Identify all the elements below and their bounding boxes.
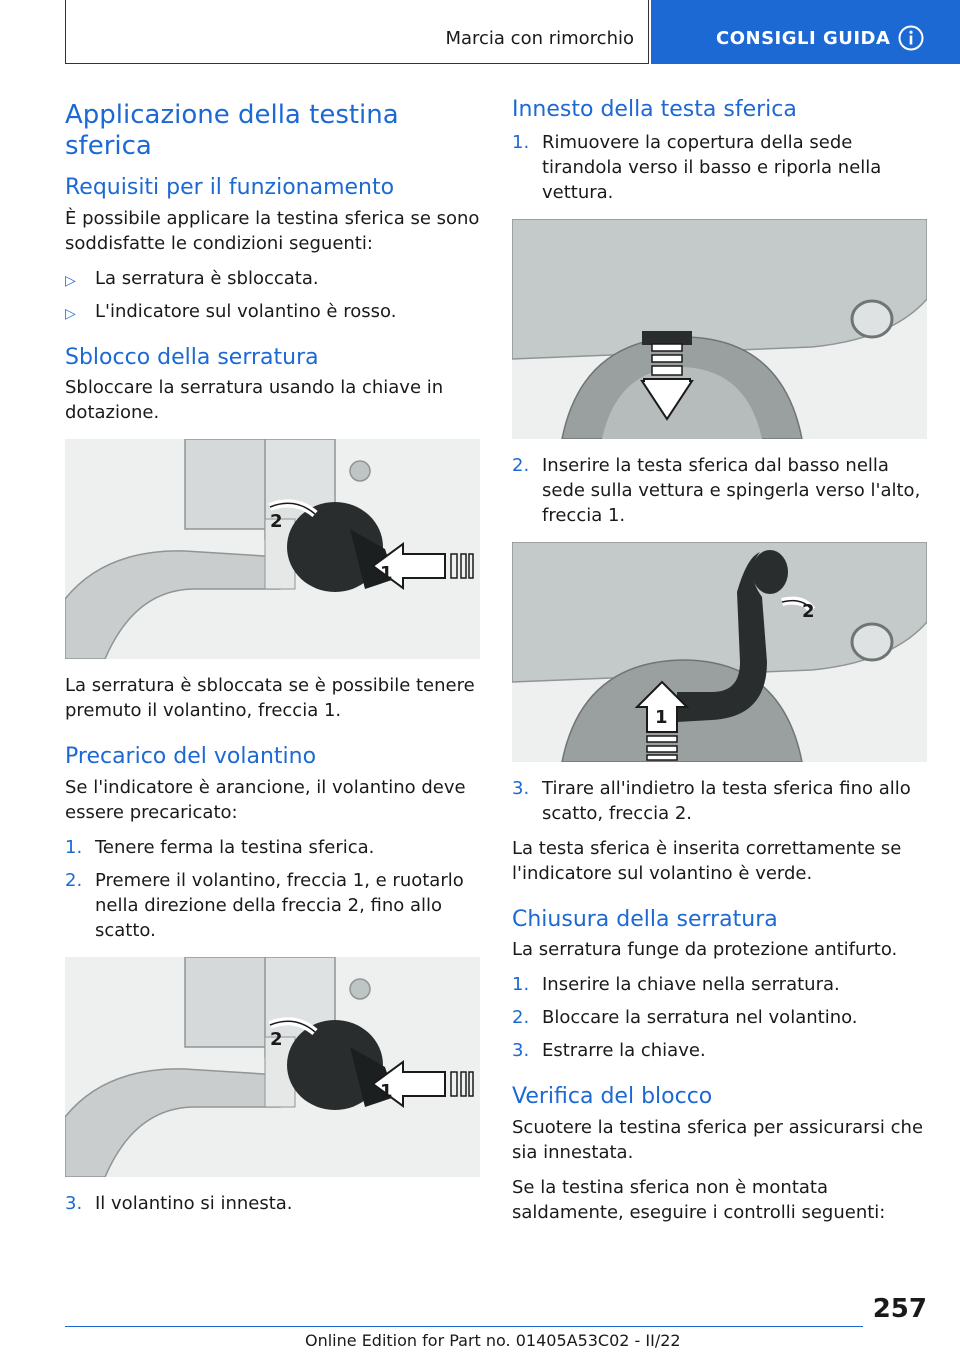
- arrow-1-label: 1: [380, 1080, 393, 1102]
- preload-heading: Precarico del volantino: [65, 744, 317, 770]
- unlock-caption: La serratura è sbloccata se è possibile tenere premuto il volantino, freccia 1.: [65, 675, 475, 722]
- info-icon: [898, 25, 924, 51]
- unlock-heading: Sblocco della serratura: [65, 344, 319, 370]
- arrow-2-label: 2: [270, 511, 283, 533]
- volantino-preload-illustration: [65, 957, 480, 1177]
- footer-divider: [65, 1326, 863, 1327]
- edition-info: Online Edition for Part no. 01405A53C02 - II/22: [305, 1331, 681, 1350]
- insert-step-2: [512, 453, 927, 528]
- list-item: 3. Estrarre la chiave.: [512, 1040, 706, 1061]
- bullet-triangle-icon: ▷: [65, 305, 76, 322]
- check-text-1: Scuotere la testina sferica per assicurarsi che sia innestata.: [512, 1116, 924, 1163]
- right-column: [512, 96, 927, 1235]
- insert-step-3: [512, 776, 927, 826]
- ball-head-insertion-illustration: [512, 542, 927, 762]
- list-item: 2. Premere il volantino, freccia 1, e ruotarlo nella direzione della freccia 2, fino allo scatto.: [65, 869, 464, 941]
- lock-text: La serratura funge da protezione antifurto.: [512, 939, 898, 960]
- arrow-2-label: 2: [270, 1028, 283, 1050]
- list-item: 1. Rimuovere la copertura della sede tirandola verso il basso e riporla nella vettura.: [512, 131, 882, 203]
- requirements-heading: Requisiti per il funzionamento: [65, 175, 395, 201]
- lock-heading: Chiusura della serratura: [512, 906, 778, 932]
- requirements-list: [65, 266, 480, 324]
- preload-text: Se l'indicatore è arancione, il volantino deve essere precaricato:: [65, 776, 466, 823]
- arrow-2-label: 2: [802, 600, 815, 622]
- list-item: 3. Il volantino si innesta.: [65, 1192, 293, 1214]
- preload-step-3: [65, 1191, 480, 1216]
- left-column: [65, 96, 480, 1226]
- list-item: 2. Inserire la testa sferica dal basso nella sede sulla vettura e spingerla verso l'alto, freccia 1.: [512, 454, 921, 526]
- chapter-tab-label: CONSIGLI GUIDA: [716, 28, 891, 49]
- arrow-1-label: 1: [380, 563, 393, 585]
- preload-steps: [65, 835, 480, 943]
- arrow-1-label: 1: [655, 706, 668, 728]
- insert-step-1: [512, 130, 927, 205]
- list-item: 1. Inserire la chiave nella serratura.: [512, 974, 840, 995]
- insert-heading: Innesto della testa sferica: [512, 97, 797, 122]
- check-heading: Verifica del blocco: [512, 1084, 713, 1109]
- page-title: Applicazione della testina sferica: [65, 100, 399, 162]
- list-item: ▷ La serratura è sbloccata.: [65, 266, 480, 291]
- unlock-text: Sbloccare la serratura usando la chiave in dotazione.: [65, 377, 444, 424]
- check-text-2: Se la testina sferica non è montata saldamente, eseguire i controlli seguenti:: [512, 1176, 886, 1223]
- cover-removal-illustration: [512, 219, 927, 439]
- bullet-triangle-icon: ▷: [65, 272, 76, 289]
- list-item: 1. Tenere ferma la testina sferica.: [65, 836, 375, 858]
- list-item: ▷ L'indicatore sul volantino è rosso.: [65, 299, 480, 324]
- list-item: 3. Tirare all'indietro la testa sferica fino allo scatto, freccia 2.: [512, 777, 911, 824]
- page-number: 257: [872, 1294, 927, 1324]
- list-item: 2. Bloccare la serratura nel volantino.: [512, 1007, 858, 1028]
- requirements-text: È possibile applicare la testina sferica se sono soddisfatte le condizioni seguenti:: [65, 207, 480, 254]
- chapter-tab: [651, 0, 960, 64]
- towbar-lock-illustration: [65, 439, 480, 659]
- section-title: Marcia con rimorchio: [445, 28, 634, 49]
- insert-note: La testa sferica è inserita correttamente se l'indicatore sul volantino è verde.: [512, 837, 902, 884]
- lock-steps: [512, 972, 927, 1063]
